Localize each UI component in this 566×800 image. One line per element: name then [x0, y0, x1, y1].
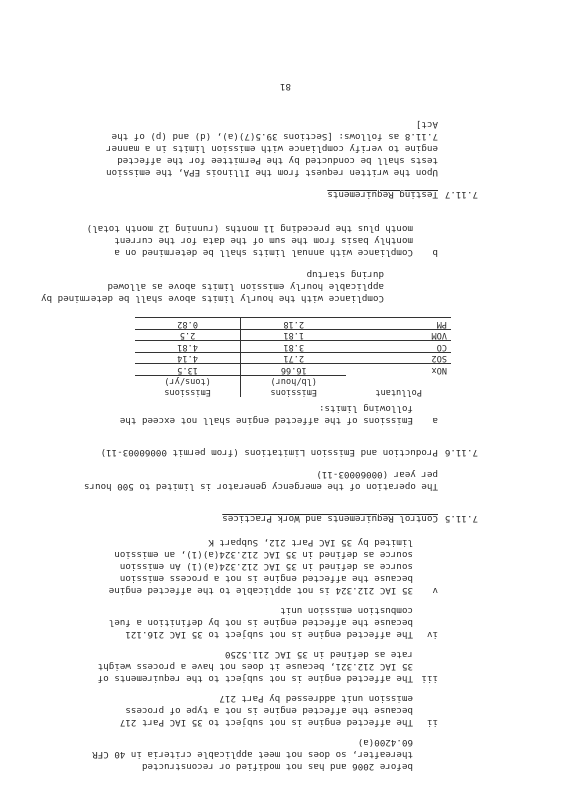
text-line: 7.11.8 as follows: [Sections 39.5(7)(a), (d) and (p) of the [111, 131, 438, 142]
text-line: Emissions of the affected engine shall not exceed the [119, 415, 413, 426]
text-line: The affected engine is not subject to 35 IAC 216.121 [125, 629, 413, 640]
text-line: 35 IAC 212.324 is not applicable to the affected engine [108, 585, 413, 596]
text-line: following limits: [318, 403, 413, 414]
text-line: because the affected engine is not by definition a fuel [108, 617, 413, 628]
table-header-pollutant: Pollutant [375, 387, 422, 397]
text-line: source as defined in 35 IAC 212.324(a)(1) An emission [119, 561, 413, 572]
table-cell: CO [346, 341, 451, 353]
item-label: b [432, 247, 438, 258]
header-line: Emissions [270, 387, 318, 397]
text-line: during startup [306, 269, 384, 280]
item-label: v [432, 585, 438, 596]
text-line: per year (00060003-11) [316, 469, 438, 480]
header-line: (tons/yr) [164, 376, 211, 387]
text-line: monthly basis from the sum of the data for the current [114, 235, 413, 246]
table-cell: 3.81 [241, 341, 347, 353]
item-label: iii [421, 673, 438, 684]
table-header-lb-hour [241, 376, 347, 398]
table-cell: 0.82 [135, 318, 241, 330]
section-number: 7.11.7 [444, 189, 478, 200]
text-line: Act] [415, 119, 438, 130]
section-title: Testing Requirements [327, 189, 438, 200]
table-cell: 13.5 [135, 364, 241, 376]
table-row [135, 353, 451, 365]
table-cell: VOM [346, 330, 451, 342]
text-line: Compliance with annual limits shall be determined on a [114, 247, 413, 258]
item-label: iv [426, 629, 438, 640]
table-cell: 1.81 [241, 330, 347, 342]
table-header-tons-yr [135, 376, 241, 398]
text-line: before 2006 and has not modified or reconstructed [141, 761, 413, 772]
text-line: limited by 35 IAC Part 212, Subpart K [208, 537, 413, 548]
text-line: combustion emission unit [280, 605, 413, 616]
header-line: Emissions [164, 387, 211, 397]
text-line: The operation of the emergency generator is limited to 500 hours [83, 481, 438, 492]
text-line: applicable hourly emission limits above as allowed [107, 281, 384, 292]
table-cell: 2.18 [241, 318, 347, 330]
section-title: Production and Emission Limitations (from permit 00060003-11) [100, 447, 438, 458]
table-cell: 4.14 [135, 353, 241, 365]
text-line: The affected engine is not subject to 35 IAC Part 217 [119, 717, 413, 728]
emission-limits-table [135, 318, 451, 398]
table-row [135, 364, 451, 376]
text-line: emission unit addressed by Part 217 [219, 693, 413, 704]
table-cell: 2.5 [135, 330, 241, 342]
text-line: because the affected engine is not a type of process [125, 705, 413, 716]
item-label: ii [426, 717, 438, 728]
item-label: a [432, 415, 438, 426]
section-title: Control Requirements and Work Practices [222, 513, 438, 524]
table-row [135, 318, 451, 330]
table-cell: NOx [346, 364, 451, 376]
page-number: 81 [279, 81, 291, 92]
table-cell: 4.81 [135, 341, 241, 353]
text-line: 60.4200(a) [357, 737, 413, 748]
text-line: 35 IAC 212.321, because it does not have a process weight [97, 661, 413, 672]
table-cell: 2.71 [241, 353, 347, 365]
text-line: month plus the preceding 11 months (running 12 month total) [86, 223, 413, 234]
table-row [135, 341, 451, 353]
text-line: rate as defined in 35 IAC 211.5250 [224, 649, 413, 660]
table-cell: 16.66 [241, 364, 347, 376]
table-row [135, 330, 451, 342]
text-line: thereafter, so does not meet applicable criteria in 40 CFR [92, 749, 413, 760]
text-line: engine to verify compliance with emission limits in a manner [106, 143, 438, 154]
section-number: 7.11.6 [444, 447, 478, 458]
text-line: source as defined in 35 IAC 212.324(a)(1), an emission [114, 549, 413, 560]
text-line: Compliance with the hourly limits above shall be determined by [41, 293, 384, 304]
text-line: because the affected engine is not a process emission [119, 573, 413, 584]
table-cell: PM [346, 318, 451, 330]
text-line: tests shall be conducted by the Permittee for the affected [117, 155, 438, 166]
section-number: 7.11.5 [444, 513, 478, 524]
table-header-row [135, 376, 451, 398]
text-line: The affected engine is not subject to the requirements of [97, 673, 413, 684]
table-cell: SO2 [346, 353, 451, 365]
text-line: Upon the written request from the Illinois EPA, the emission [106, 167, 438, 178]
header-line: (lb/hour) [270, 376, 318, 387]
